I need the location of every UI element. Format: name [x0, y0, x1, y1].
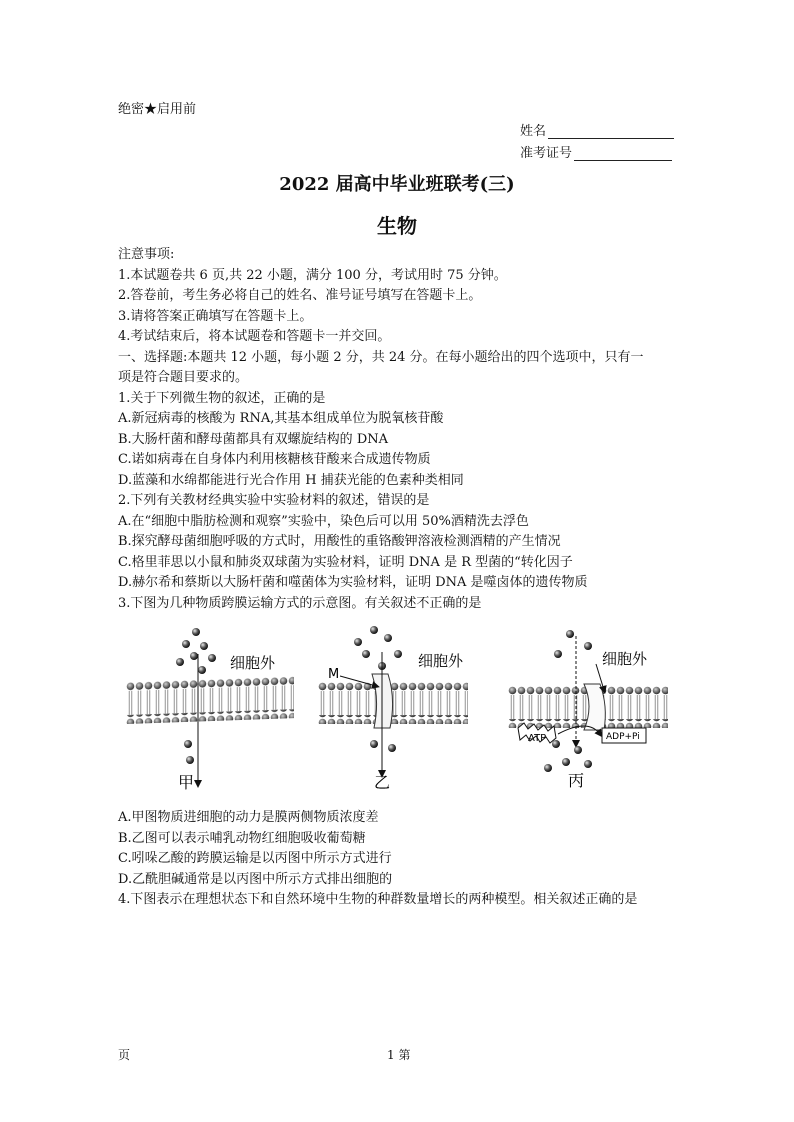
q3-option-d: D.乙酰胆碱通常是以丙图中所示方式排出细胞的 — [118, 871, 393, 887]
ticket-blank — [574, 146, 672, 161]
outside-label-yi: 细胞外 — [418, 652, 464, 670]
atp-label: ATP — [528, 733, 547, 744]
panel-label-jia: 甲 — [178, 773, 195, 792]
footer-center: 1 第 — [387, 1048, 411, 1062]
name-blank — [548, 124, 674, 139]
note-item: 3.请将答案正确填写在答题卡上。 — [118, 308, 313, 324]
exam-title: 2022 届高中毕业班联考(三) — [279, 174, 515, 195]
exam-body-continued — [118, 808, 678, 911]
confidential-mark: 绝密★启用前 — [118, 102, 197, 117]
q3-stem: 3.下图为几种物质跨膜运输方式的示意图。有关叙述不正确的是 — [118, 595, 482, 611]
q2-option-b: B.探究酵母菌细胞呼吸的方式时，用酸性的重铬酸钾溶液检测酒精的产生情况 — [118, 534, 561, 549]
outside-label-bing: 细胞外 — [602, 650, 648, 668]
q1-option-d: D.蓝藻和水绵都能进行光合作用 H 捕获光能的色素种类相同 — [118, 472, 464, 488]
m-label: M — [328, 667, 340, 682]
q1-option-a: A.新冠病毒的核酸为 RNA,其基本组成单位为脱氧核苷酸 — [118, 411, 444, 426]
membrane-transport-figure — [118, 624, 678, 794]
q1-stem: 1.关于下列微生物的叙述，正确的是 — [118, 390, 326, 406]
q2-stem: 2.下列有关教材经典实验中实验材料的叙述，错误的是 — [118, 493, 430, 508]
q3-option-b: B.乙图可以表示哺乳动物红细胞吸收葡萄糖 — [118, 830, 366, 846]
q1-option-b: B.大肠杆菌和酵母菌都具有双螺旋结构的 DNA — [118, 431, 389, 447]
panel-label-yi: 乙 — [374, 773, 391, 792]
q4-stem: 4.下图表示在理想状态下和自然环境中生物的种群数量增长的两种模型。相关叙述正确的是 — [118, 892, 638, 907]
q3-option-a: A.甲图物质进细胞的动力是膜两侧物质浓度差 — [118, 810, 379, 825]
note-item: 2.答卷前，考生务必将自己的姓名、准号证号填写在答题卡上。 — [118, 288, 482, 303]
panel-jia — [126, 628, 296, 792]
q2-option-d: D.赫尔希和蔡斯以大肠杆菌和噬菌体为实验材料，证明 DNA 是噬卤体的遗传物质 — [118, 575, 588, 590]
q3-option-c: C.吲哚乙酸的跨膜运输是以丙图中所示方式进行 — [118, 851, 392, 866]
adp-label: ADP+Pi — [606, 732, 640, 742]
membrane-figure-svg — [118, 624, 678, 794]
q2-option-a: A.在“细胞中脂肪检测和观察”实验中，染色后可以用 50%酒精洗去浮色 — [118, 513, 529, 529]
ticket-label: 准考证号 — [520, 146, 573, 161]
note-item: 1.本试题卷共 6 页,共 22 小题，满分 100 分，考试用时 75 分钟。 — [118, 267, 507, 283]
exam-body — [118, 245, 678, 614]
q2-option-c: C.格里菲思以小鼠和肺炎双球菌为实验材料，证明 DNA 是 R 型菌的“转化因子 — [118, 554, 573, 570]
name-field — [520, 120, 674, 139]
q1-option-c: C.诺如病毒在自身体内利用核糖核苷酸来合成遗传物质 — [118, 452, 431, 467]
panel-yi — [318, 626, 468, 792]
notes-heading: 注意事项: — [118, 247, 175, 262]
footer-left: 页 — [118, 1048, 131, 1062]
exam-subject: 生物 — [377, 214, 417, 238]
panel-bing — [508, 630, 668, 790]
outside-label-jia: 细胞外 — [230, 654, 276, 672]
note-item: 4.考试结束后，将本试题卷和答题卡一并交回。 — [118, 329, 391, 344]
section-heading-line2: 项是符合题目要求的。 — [118, 370, 249, 385]
name-label: 姓名 — [520, 124, 547, 139]
ticket-field — [520, 142, 672, 161]
section-heading-line1: 一、选择题:本题共 12 小题，每小题 2 分，共 24 分。在每小题给出的四个选项中，只有一 — [118, 349, 644, 365]
panel-label-bing: 丙 — [568, 771, 585, 790]
